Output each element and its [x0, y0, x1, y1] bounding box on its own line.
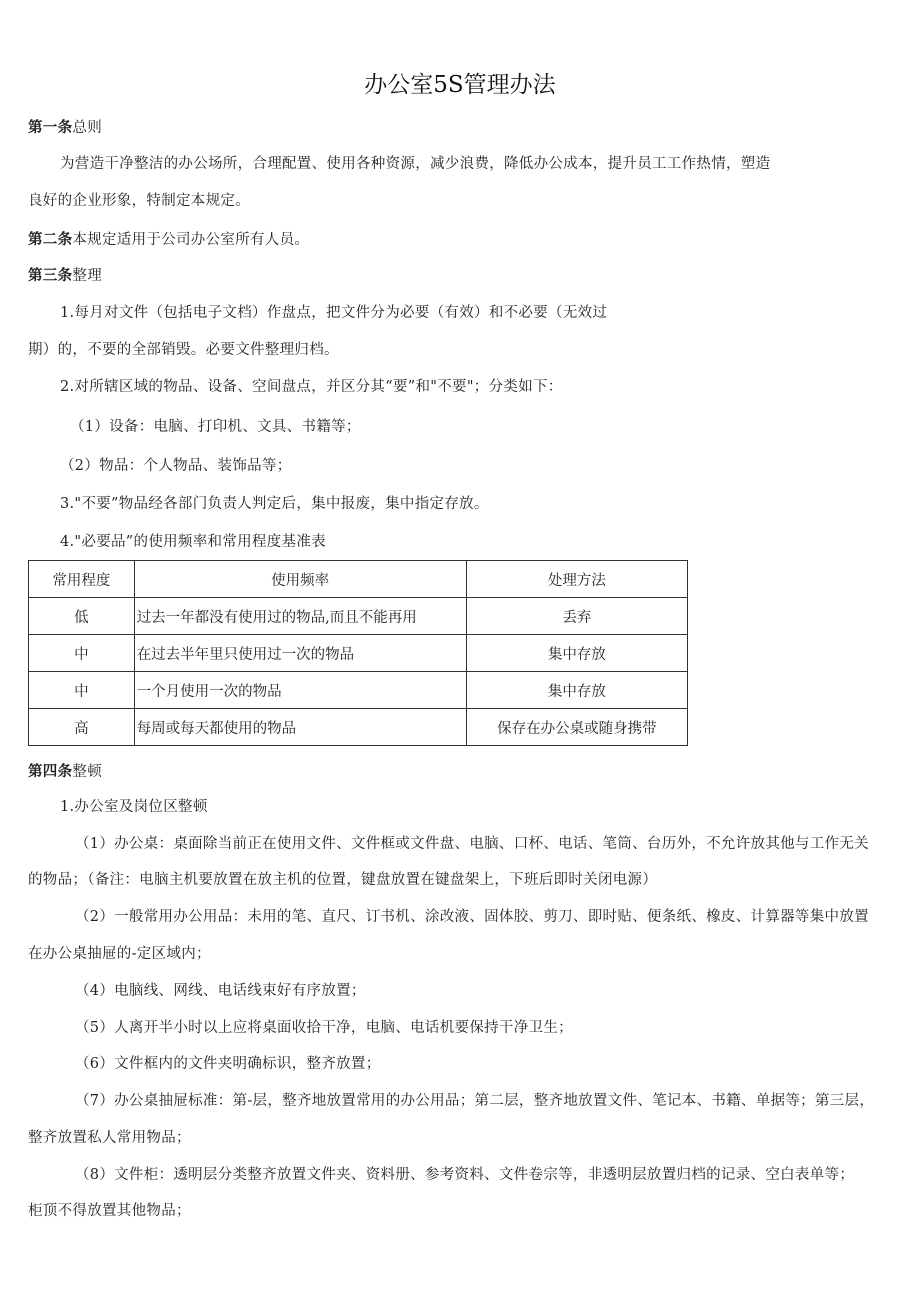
article-4-item-1: 1.办公室及岗位区整顿 [60, 799, 208, 815]
table-row [29, 709, 688, 746]
table-header-cell: 使用频率 [134, 561, 466, 598]
article-4-sub-2-line-1: （2）一般常用办公用品：未用的笔、直尺、订书机、涂改液、固体胶、剪刀、即时贴、便条纸、橡皮、计算器等集中放置 [75, 909, 869, 925]
article-4 [28, 762, 102, 782]
article-1-label: 第一条 [28, 119, 73, 136]
article-4-sub-5: （5）人离开半小时以上应将桌面收拾干净，电脑、电话机要保持干净卫生； [75, 1020, 573, 1036]
article-1-heading: 总则 [72, 120, 103, 136]
table-header-row [29, 561, 688, 598]
article-3-item-3: 3."不要”物品经各部门负责人判定后，集中报废，集中指定存放。 [60, 496, 489, 512]
table-cell-level: 中 [29, 672, 135, 709]
article-4-sub-8-line-1: （8）文件柜：透明层分类整齐放置文件夹、资料册、参考资料、文件卷宗等，非透明层放置归档的记录、空白表单等； [75, 1167, 855, 1183]
article-1-paragraph-line-2: 良好的企业形象，特制定本规定。 [28, 193, 250, 209]
article-2-text: 本规定适用于公司办公室所有人员。 [72, 232, 310, 248]
table-cell-frequency: 过去一年都没有使用过的物品,而且不能再用 [134, 598, 466, 635]
article-4-sub-2-line-2: 在办公桌抽屉的-定区域内； [28, 946, 211, 962]
article-4-heading: 整顿 [72, 764, 103, 780]
page-title: 办公室5S管理办法 [364, 72, 556, 98]
article-2 [28, 230, 309, 250]
article-4-sub-7-line-2: 整齐放置私人常用物品； [28, 1130, 191, 1146]
table-cell-level: 低 [29, 598, 135, 635]
table-header-cell: 处理方法 [466, 561, 687, 598]
table-header-cell: 常用程度 [29, 561, 135, 598]
article-3-heading: 整理 [72, 268, 103, 284]
table-row [29, 598, 688, 635]
article-2-label: 第二条 [28, 231, 73, 248]
table-cell-frequency: 每周或每天都使用的物品 [134, 709, 466, 746]
article-3-item-1-line-1: 1.每月对文件（包括电子文档）作盘点，把文件分为必要（有效）和不必要（无效过 [60, 305, 608, 321]
frequency-standard-table [28, 560, 688, 746]
article-4-label: 第四条 [28, 763, 73, 780]
article-4-sub-6: （6）文件框内的文件夹明确标识，整齐放置； [75, 1056, 381, 1072]
table-cell-method: 保存在办公桌或随身携带 [466, 709, 687, 746]
article-3-item-4: 4."必要品”的使用频率和常用程度基准表 [60, 534, 326, 550]
table-cell-frequency: 在过去半年里只使用过一次的物品 [134, 635, 466, 672]
article-4-sub-7-line-1: （7）办公桌抽屉标准：第-层，整齐地放置常用的办公用品；第二层，整齐地放置文件、笔记本、书籍、单据等；第三层， [75, 1093, 875, 1109]
table-row [29, 635, 688, 672]
table-row [29, 672, 688, 709]
table-cell-method: 集中存放 [466, 672, 687, 709]
article-4-sub-4: （4）电脑线、网线、电话线束好有序放置； [75, 983, 366, 999]
article-1-paragraph-line-1: 为营造干净整洁的办公场所，合理配置、使用各种资源，减少浪费，降低办公成本，提升员工工作热情，塑造 [60, 156, 771, 172]
table-cell-method: 集中存放 [466, 635, 687, 672]
article-3-label: 第三条 [28, 267, 73, 284]
article-3 [28, 266, 102, 286]
table-cell-frequency: 一个月使用一次的物品 [134, 672, 466, 709]
article-4-sub-1-line-2: 的物品；（备注：电脑主机要放置在放主机的位置，键盘放置在键盘架上，下班后即时关闭电源） [28, 872, 658, 888]
table-cell-level: 高 [29, 709, 135, 746]
article-3-item-2-sub-2: （2）物品：个人物品、装饰品等； [60, 458, 292, 474]
table-cell-method: 丢弃 [466, 598, 687, 635]
article-3-item-2-sub-1: （1）设备：电脑、打印机、文具、书籍等； [70, 419, 361, 435]
article-4-sub-1-line-1: （1）办公桌：桌面除当前正在使用文件、文件框或文件盘、电脑、口杯、电话、笔筒、台历外，不允许放其他与工作无关 [75, 836, 869, 852]
table-cell-level: 中 [29, 635, 135, 672]
article-4-sub-8-line-2: 柜顶不得放置其他物品； [28, 1203, 191, 1219]
article-3-item-2: 2.对所辖区域的物品、设备、空间盘点，并区分其“要”和"不要"；分类如下： [60, 379, 563, 395]
article-1 [28, 118, 102, 138]
article-3-item-1-line-2: 期）的，不要的全部销毁。必要文件整理归档。 [28, 342, 339, 358]
